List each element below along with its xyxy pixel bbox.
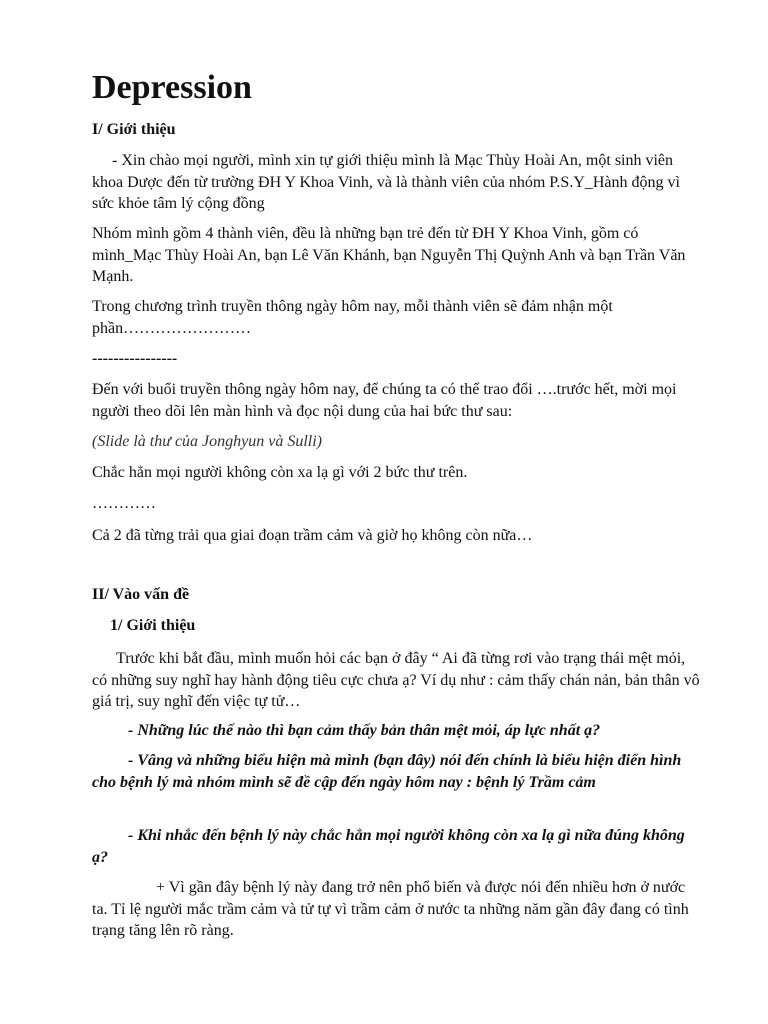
intro-paragraph: - Xin chào mọi người, mình xin tự giới thiệu mình là Mạc Thùy Hoài An, một sinh viên khoa Dược đến từ trường ĐH Y Khoa Vinh, và là thành viên của nhóm P.S.Y_Hành động vì sức khỏe tâm lý cộng đồng: [92, 152, 680, 212]
question-intro-paragraph: Trước khi bắt đầu, mình muốn hỏi các bạn ở đây “ Ai đã từng rơi vào trạng thái mệt mỏi, có những suy nghĩ hay hành động tiêu cực chưa ạ? Ví dụ như : cảm thấy chán nản, bản thân vô giá trị, suy nghĩ đến việc tự tử…: [92, 650, 700, 710]
section-2-heading: II/ Vào vấn đề: [92, 586, 190, 603]
reason-paragraph: + Vì gần đây bệnh lý này đang trở nên phổ biến và được nói đến nhiều hơn ở nước ta. Tỉ lệ người mắc trầm cảm và tử tự vì trầm cảm ở nước ta những năm gần đây đang có tình trạng tăng lên rõ ràng.: [92, 879, 689, 939]
both-paragraph: Cả 2 đã từng trải qua giai đoạn trầm cảm và giờ họ không còn nữa…: [92, 527, 533, 544]
group-paragraph: Nhóm mình gồm 4 thành viên, đều là những bạn trẻ đến từ ĐH Y Khoa Vinh, gồm có mình_Mạc Thùy Hoài An, bạn Lê Văn Khánh, bạn Nguyễn Thị Quỳnh Anh và bạn Trần Văn Mạnh.: [92, 225, 686, 285]
ellipsis-line: …………: [92, 495, 156, 512]
program-paragraph: Trong chương trình truyền thông ngày hôm nay, mỗi thành viên sẽ đảm nhận một phần……………………: [92, 298, 613, 337]
question-3: - Khi nhắc đến bệnh lý này chắc hẳn mọi người không còn xa lạ gì nữa đúng không ạ?: [92, 827, 685, 866]
question-2: - Vâng và những biểu hiện mà mình (bạn đây) nói đến chính là biểu hiện điển hình cho bệnh lý mà nhóm mình sẽ đề cập đến ngày hôm nay : bệnh lý Trầm cảm: [92, 752, 682, 791]
session-paragraph: Đến với buổi truyền thông ngày hôm nay, để chúng ta có thể trao đổi ….trước hết, mời mọi người theo dõi lên màn hình và đọc nội dung của hai bức thư sau:: [92, 381, 677, 420]
subsection-heading: 1/ Giới thiệu: [110, 617, 196, 634]
divider-line: ----------------: [92, 350, 178, 367]
slide-note: (Slide là thư của Jonghyun và Sulli): [92, 433, 323, 450]
document-title: Depression: [92, 69, 252, 106]
question-1: - Những lúc thế nào thì bạn cảm thấy bản thân mệt mỏi, áp lực nhất ạ?: [128, 722, 601, 739]
letters-paragraph: Chắc hẳn mọi người không còn xa lạ gì với 2 bức thư trên.: [92, 464, 468, 481]
section-1-heading: I/ Giới thiệu: [92, 121, 176, 138]
